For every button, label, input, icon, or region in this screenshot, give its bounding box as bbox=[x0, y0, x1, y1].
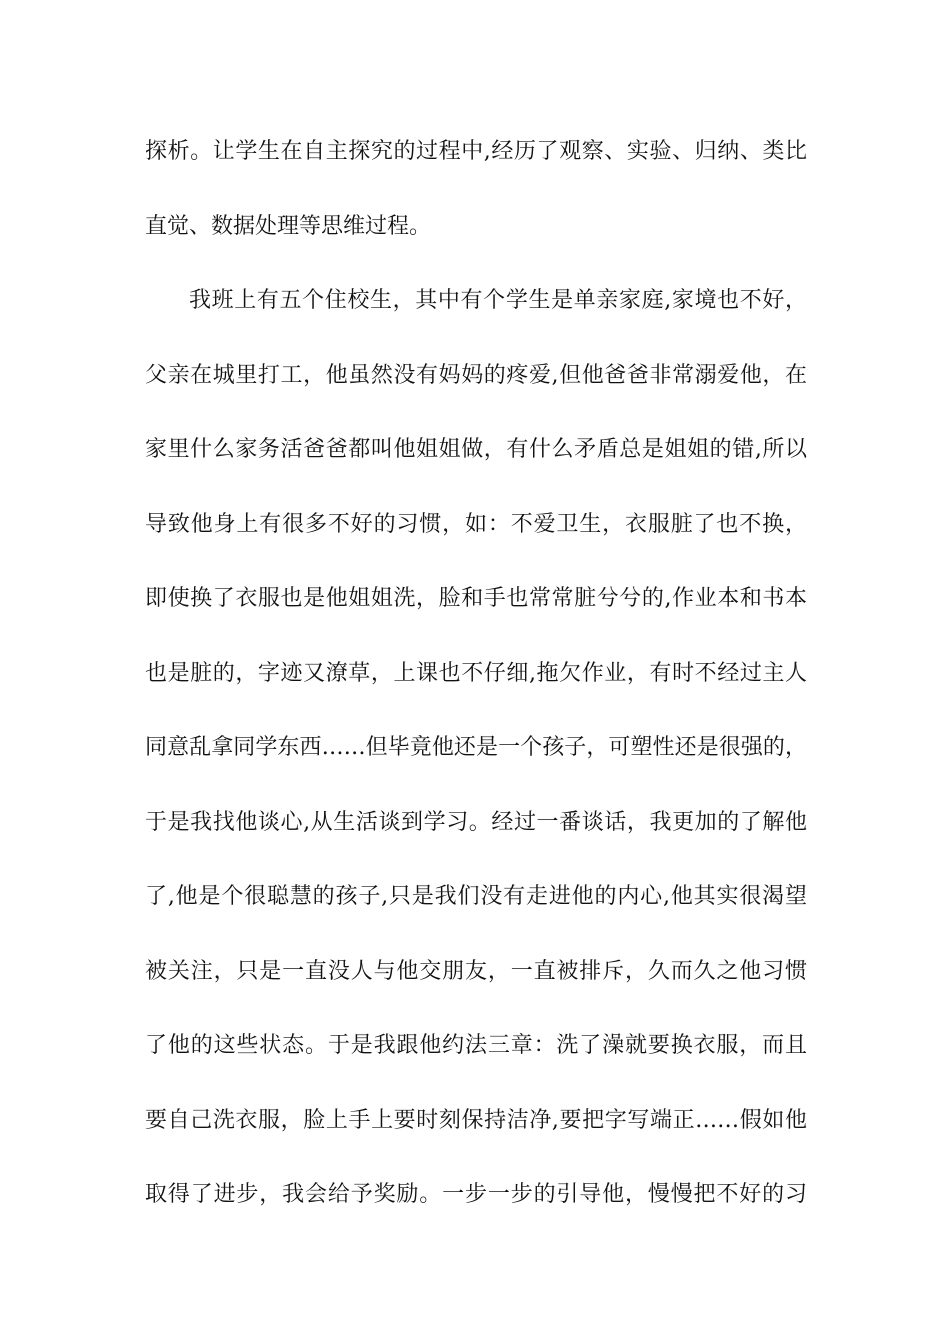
text-line-14: 要自己洗衣服，脸上手上要时刻保持洁净,要把字写端正……假如他 bbox=[145, 1107, 807, 1133]
text-line-15: 取得了进步，我会给予奖励。一步一步的引导他，慢慢把不好的习 bbox=[145, 1182, 807, 1207]
text-line-5: 家里什么家务活爸爸都叫他姐姐做，有什么矛盾总是姐姐的错,所以 bbox=[145, 437, 807, 462]
text-line-4: 父亲在城里打工，他虽然没有妈妈的疼爱,但他爸爸非常溺爱他，在 bbox=[145, 362, 807, 388]
text-line-9: 同意乱拿同学东西……但毕竟他还是一个孩子，可塑性还是很强的， bbox=[145, 735, 807, 760]
text-line-6: 导致他身上有很多不好的习惯，如：不爱卫生，衣服脏了也不换， bbox=[145, 511, 807, 537]
text-line-10: 于是我找他谈心,从生活谈到学习。经过一番谈话，我更加的了解他 bbox=[145, 809, 807, 835]
text-line-2: 直觉、数据处理等思维过程。 bbox=[145, 213, 432, 239]
text-line-3: 我班上有五个住校生，其中有个学生是单亲家庭,家境也不好， bbox=[189, 288, 807, 313]
body-text bbox=[145, 126, 807, 1244]
text-line-8: 也是脏的，字迹又潦草，上课也不仔细,拖欠作业，有时不经过主人 bbox=[145, 660, 807, 686]
text-line-12: 被关注，只是一直没人与他交朋友，一直被排斥，久而久之他习惯 bbox=[145, 958, 807, 984]
text-line-11: 了,他是个很聪慧的孩子,只是我们没有走进他的内心,他其实很渴望 bbox=[145, 884, 807, 909]
text-line-13: 了他的这些状态。于是我跟他约法三章：洗了澡就要换衣服，而且 bbox=[145, 1033, 807, 1058]
text-line-7: 即使换了衣服也是他姐姐洗，脸和手也常常脏兮兮的,作业本和书本 bbox=[145, 586, 807, 611]
text-line-1: 探析。让学生在自主探究的过程中,经历了观察、实验、归纳、类比 bbox=[145, 139, 807, 164]
